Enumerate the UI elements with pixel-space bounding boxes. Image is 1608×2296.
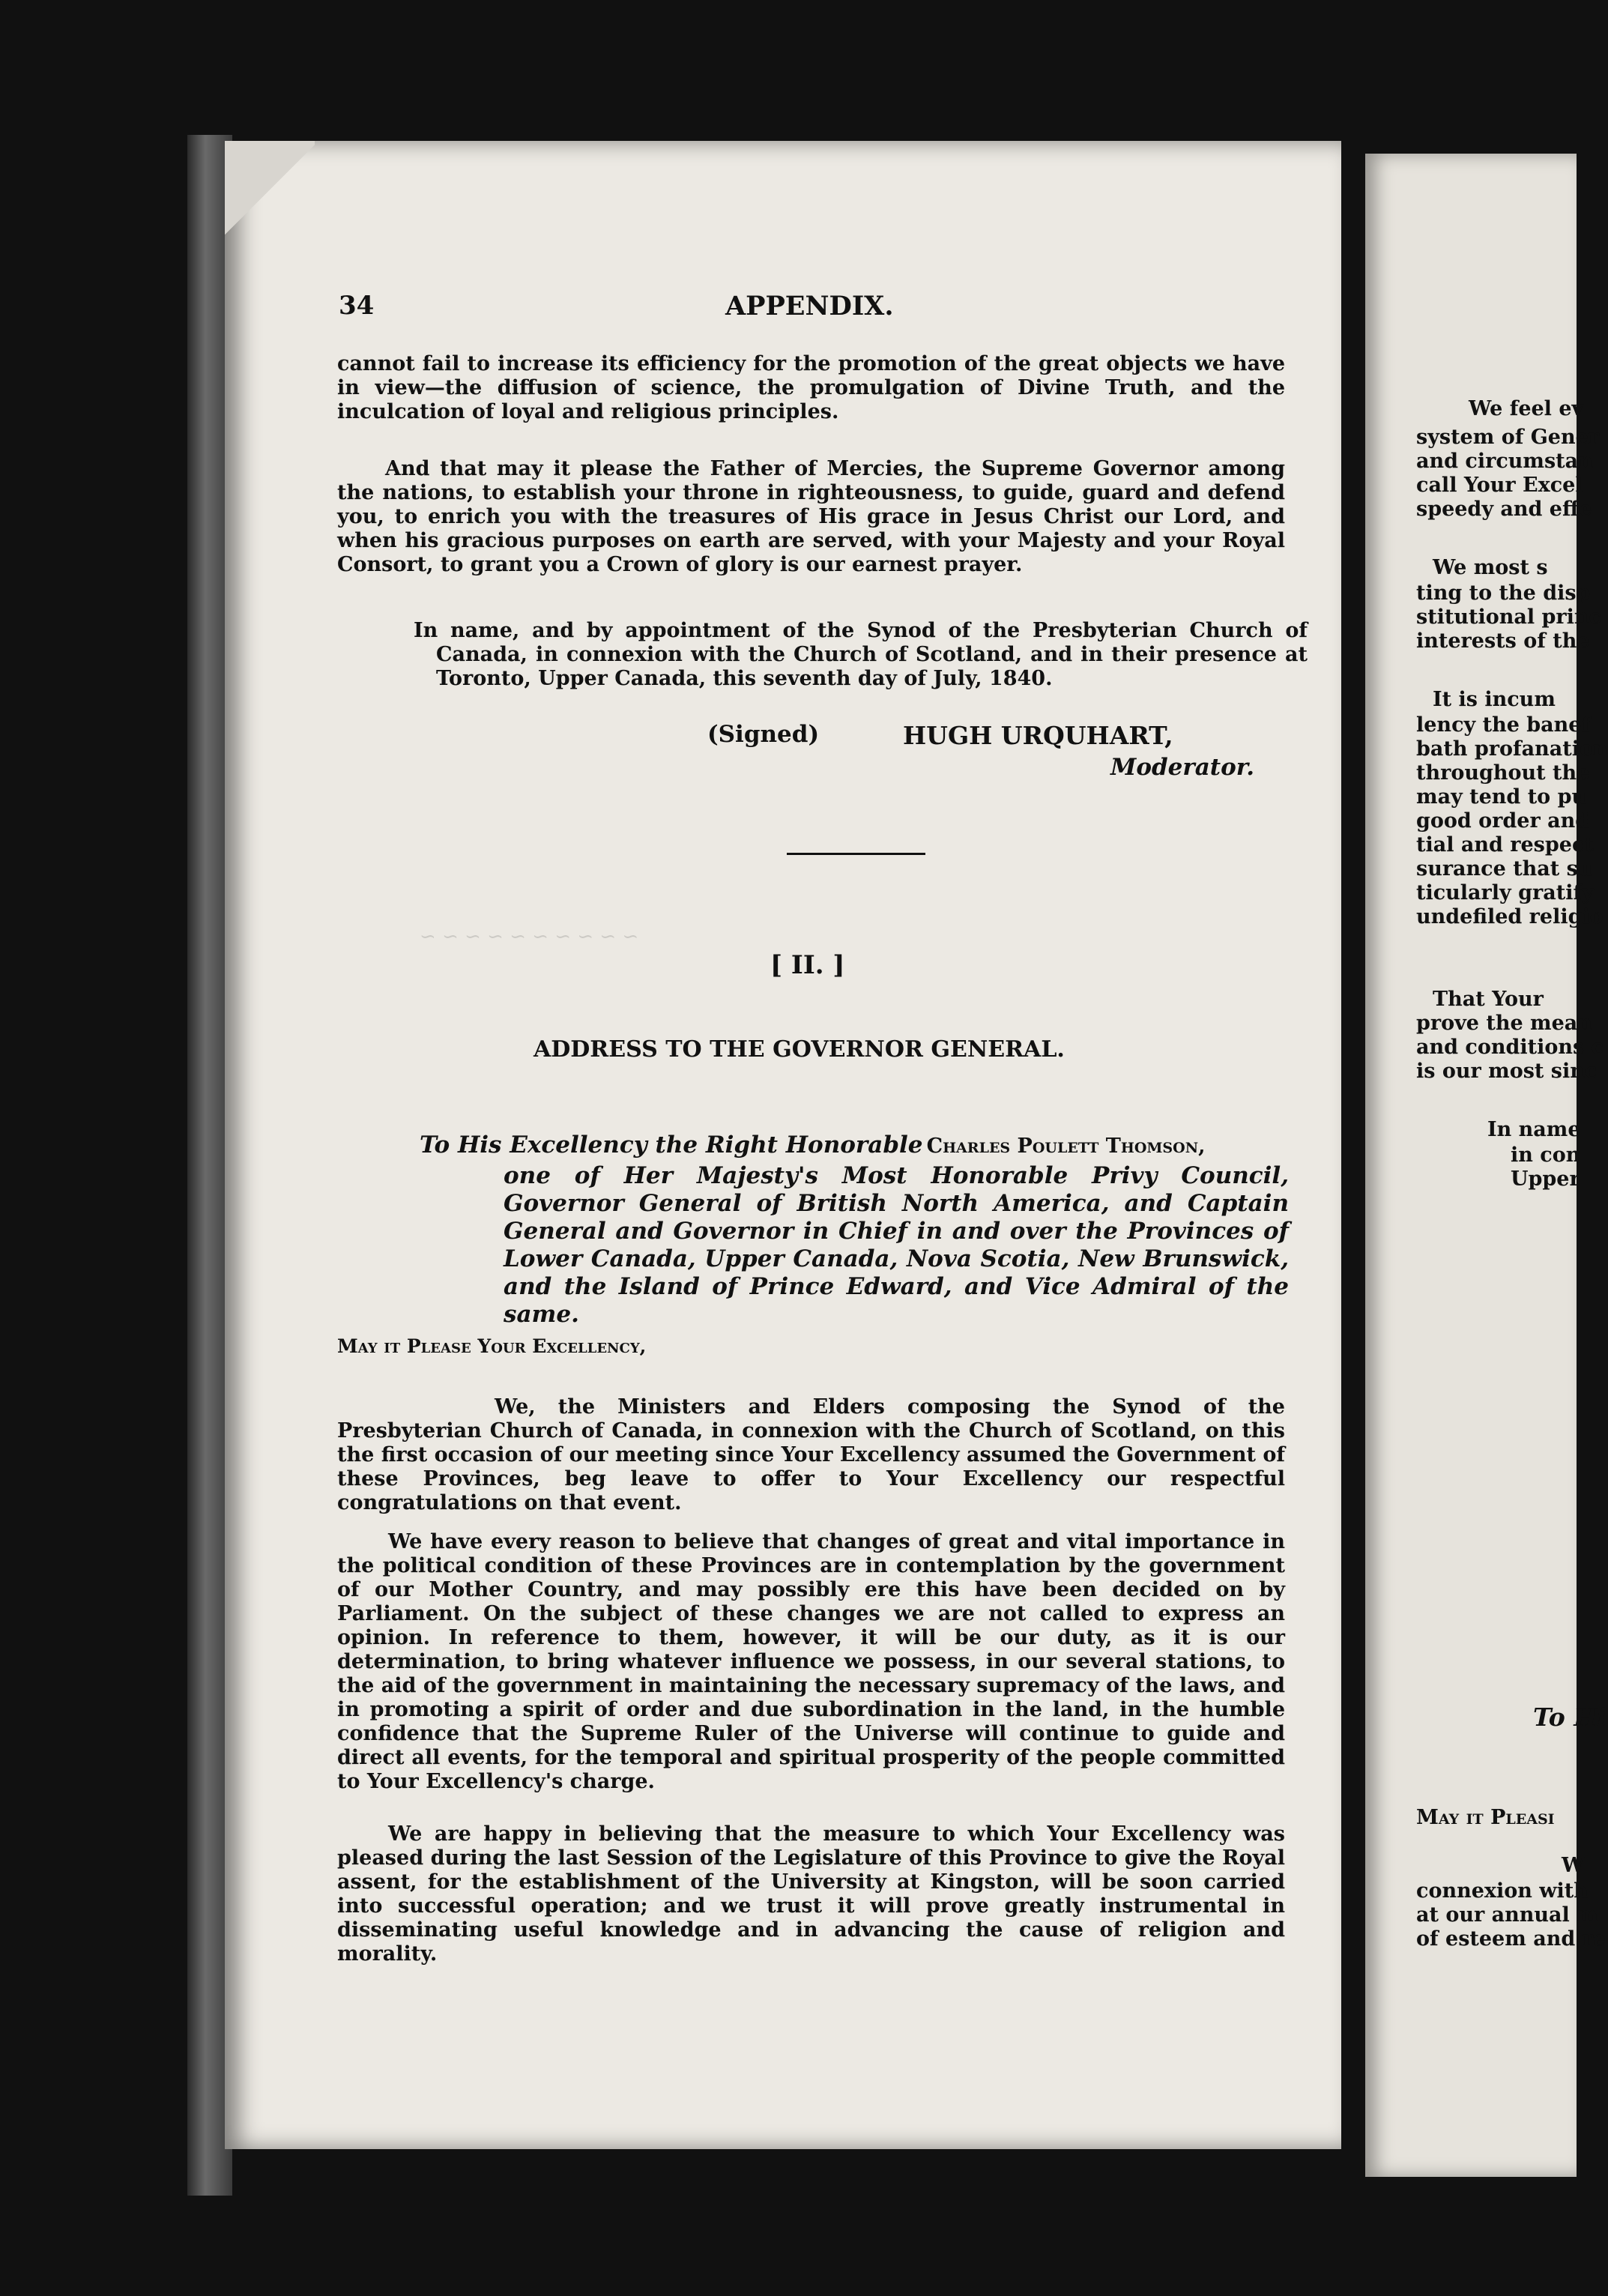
- facing-line: We feel ev: [1469, 397, 1584, 420]
- paragraph-2: And that may it please the Father of Mercies, the Supreme Governor among the nations, to establish your throne in righteousness, to guide, guard and defend you, to enrich you with the treasures of His grace in Jesus Christ our Lord, and when his gracious purposes on earth are served, with your Majesty and your Royal Consort, to grant you a Crown of glory is our earnest prayer.: [337, 457, 1285, 576]
- section-number: [ II. ]: [770, 950, 845, 980]
- addressee-opening: To His Excellency the Right Honorable: [420, 1132, 923, 1158]
- paragraph-appointment: In name, and by appointment of the Synod of the Presbyterian Church of Canada, in connexion with the Church of Scotland, and in their presence at Toronto, Upper Canada, this seventh day of July, 1840.: [414, 619, 1308, 690]
- section-title: ADDRESS TO THE GOVERNOR GENERAL.: [534, 1036, 1065, 1063]
- signed-label: (Signed): [707, 721, 820, 748]
- facing-line: good order and: [1416, 809, 1590, 833]
- facing-line: In name: [1487, 1118, 1581, 1141]
- facing-line: It is incum: [1433, 688, 1556, 711]
- divider-rule: [787, 853, 925, 855]
- addressee-block: [420, 1132, 1289, 1329]
- facing-line: That Your: [1433, 988, 1544, 1011]
- facing-line: ticularly gratify: [1416, 881, 1594, 904]
- facing-line: To Hi: [1533, 1703, 1607, 1732]
- facing-line: interests of the: [1416, 629, 1590, 653]
- facing-line: May it Pleasi: [1416, 1806, 1555, 1829]
- page-number: 34: [339, 291, 375, 321]
- paragraph-university: We are happy in believing that the measure to which Your Excellency was pleased during the last Session of the Legislature of this Province to give the Royal assent, for the establishment of the University at Kingston, will be soon carried into successful operation; and we trust it will prove greatly instrumental in disseminating useful knowledge and in advancing the cause of religion and morality.: [337, 1822, 1285, 1966]
- signer-title: Moderator.: [1110, 754, 1255, 781]
- facing-line: of esteem and re: [1416, 1927, 1607, 1951]
- running-head: APPENDIX.: [725, 291, 894, 321]
- facing-line: surance that su: [1416, 857, 1593, 880]
- paragraph-political-changes: We have every reason to believe that changes of great and vital importance in the political condition of these Provinces are in contemplation by the government of our Mother Country, and may possibly ere this have been decided on by Parliament. On the subject of these changes we are not called to express an opinion. In reference to them, however, it will be our duty, as it is our determination, to bring whatever influence we possess, in our several stations, to the aid of the government in maintaining the necessary supremacy of the laws, and in promoting a spirit of order and due subordination in the land, in the humble confidence that the Supreme Ruler of the Universe will continue to guide and direct all events, for the temporal and spiritual prosperity of the people committed to Your Excellency's charge.: [337, 1530, 1285, 1793]
- facing-line: and circumstan: [1416, 450, 1593, 473]
- facing-line: W: [1562, 1854, 1585, 1877]
- salutation: May it Please Your Excellency,: [337, 1335, 647, 1357]
- facing-line: undefiled religio: [1416, 905, 1604, 928]
- facing-line: stitutional princ: [1416, 605, 1601, 629]
- facing-line: tial and respect: [1416, 833, 1594, 857]
- facing-line: We most s: [1433, 556, 1548, 579]
- facing-line: Upper: [1511, 1167, 1580, 1191]
- facing-line: system of Gener: [1416, 426, 1600, 449]
- signer-name: HUGH URQUHART,: [903, 721, 1173, 750]
- facing-line: in con: [1511, 1144, 1581, 1167]
- facing-line: is our most sinc: [1416, 1060, 1598, 1083]
- facing-line: prove the mean: [1416, 1012, 1592, 1035]
- facing-line: and conditions c: [1416, 1036, 1604, 1059]
- facing-line: bath profanation: [1416, 737, 1608, 761]
- facing-line: connexion with: [1416, 1879, 1589, 1903]
- bleed-through-text: ~ ~ ~ ~ ~ ~ ~ ~ ~ ~: [420, 925, 639, 948]
- facing-line: may tend to pu: [1416, 785, 1587, 809]
- folded-corner: [225, 141, 315, 238]
- paragraph-1: cannot fail to increase its efficiency for the promotion of the great objects we have in view—the diffusion of science, the promulgation of Divine Truth, and the inculcation of loyal and religious principles.: [337, 352, 1285, 423]
- facing-line: speedy and effe: [1416, 498, 1592, 521]
- facing-line: at our annual m: [1416, 1903, 1598, 1927]
- addressee-titles: one of Her Majesty's Most Honorable Privy Council, Governor General of British North America, and Captain General and Governor in Chief in and over the Provinces of Lower Canada, Upper Canada, Nova Scotia, New Brunswick, and the Island of Prince Edward, and Vice Admiral of the same.: [504, 1162, 1289, 1328]
- paragraph-congratulations: We, the Ministers and Elders composing the Synod of the Presbyterian Church of Canada, in connexion with the Church of Scotland, on this the first occasion of our meeting since Your Excellency assumed the Government of these Provinces, beg leave to offer to Your Excellency our respectful congratulations on that event.: [337, 1395, 1285, 1514]
- facing-line: throughout the: [1416, 761, 1590, 785]
- addressee-name: Charles Poulett Thomson,: [926, 1135, 1206, 1158]
- facing-line: lency the banef: [1416, 713, 1591, 737]
- facing-line: call Your Excel: [1416, 474, 1583, 497]
- facing-line: ting to the disp: [1416, 581, 1591, 605]
